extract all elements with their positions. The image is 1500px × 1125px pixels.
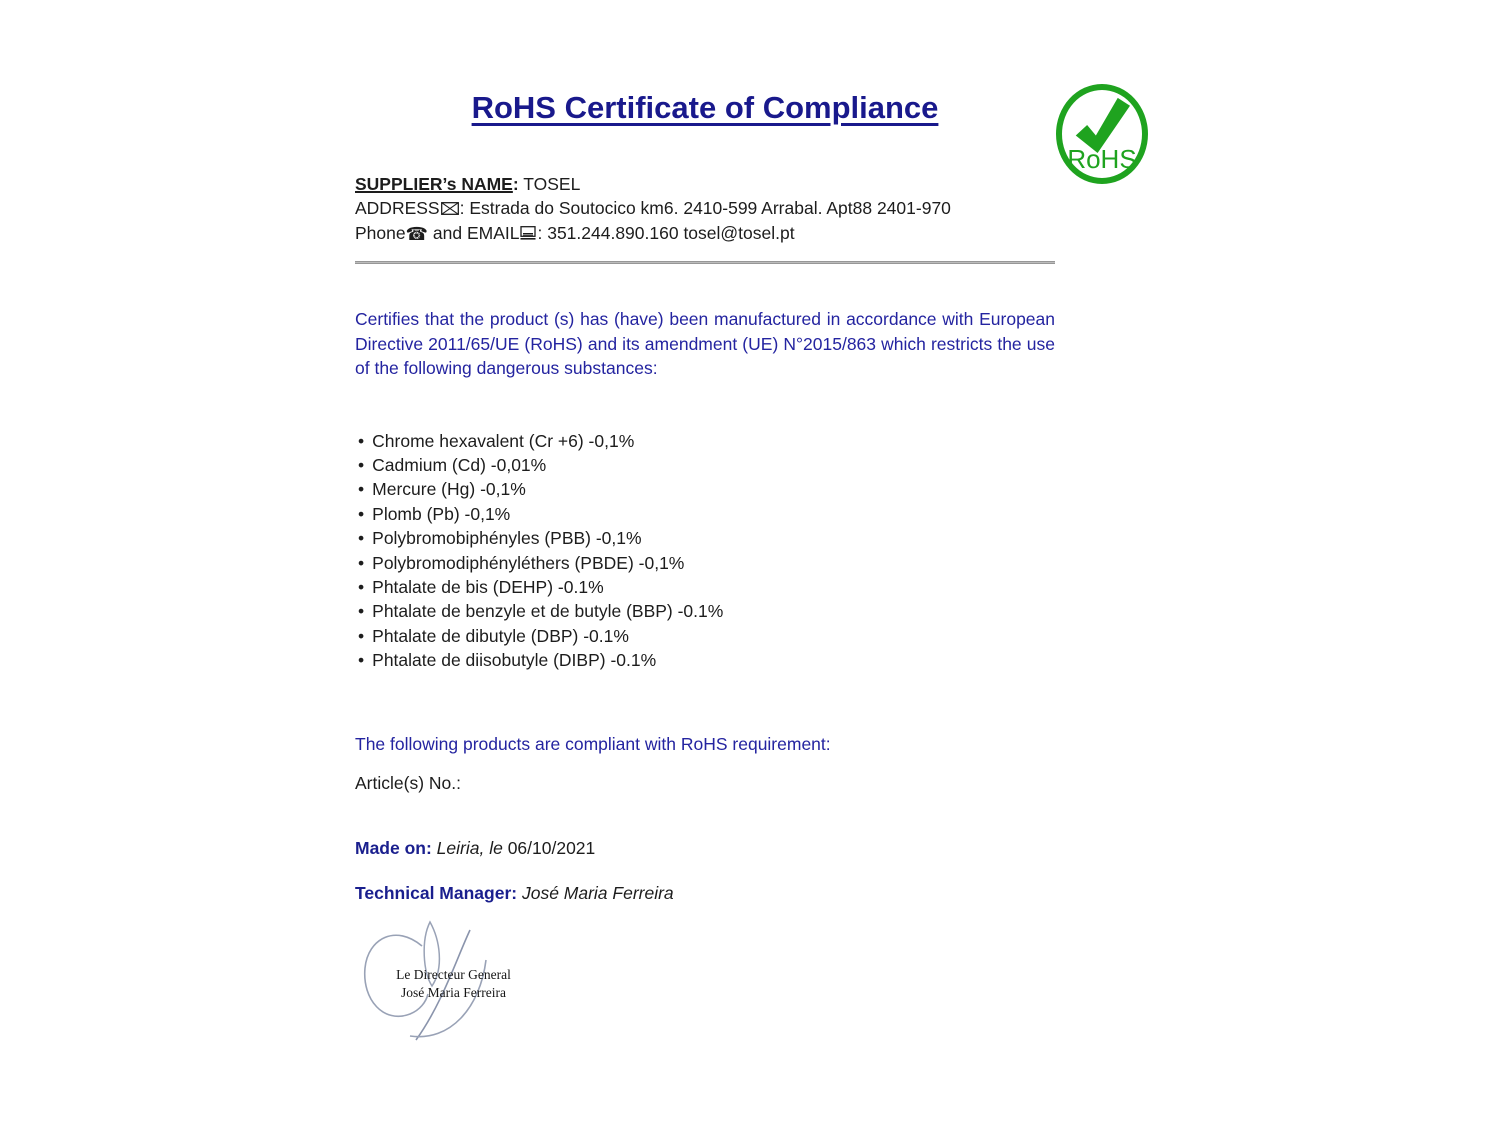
made-on-line	[355, 838, 1055, 859]
address-value: : Estrada do Soutocico km6. 2410-599 Arrabal. Apt88 2401-970	[459, 198, 951, 218]
articles-label: Article(s) No.:	[355, 772, 461, 793]
page-title: RoHS Certificate of Compliance	[471, 90, 939, 125]
rohs-logo-label: RoHS	[1067, 144, 1137, 174]
email-label: and EMAIL	[428, 223, 520, 243]
supplier-address-line	[355, 196, 1055, 221]
compliance-statement: The following products are compliant with RoHS requirement:	[355, 733, 831, 754]
made-on-label: Made on:	[355, 837, 432, 858]
contact-value: : 351.244.890.160 tosel@tosel.pt	[537, 223, 795, 243]
supplier-block	[355, 172, 1055, 247]
document-body	[355, 0, 1055, 904]
signature-text	[386, 966, 521, 1002]
list-item: • Mercure (Hg) -0,1%	[355, 477, 1055, 501]
list-item: • Cadmium (Cd) -0,01%	[355, 453, 1055, 477]
supplier-name-label: SUPPLIER’s NAME	[355, 174, 513, 194]
envelope-icon	[441, 197, 459, 221]
list-item: • Polybromodiphényléthers (PBDE) -0,1%	[355, 551, 1055, 575]
signature-name: José Maria Ferreira	[401, 985, 506, 1000]
certification-paragraph: Certifies that the product (s) has (have) been manufactured in accordance with European Directive 2011/65/UE (RoHS) and its amendment (UE) N°2015/863 which restricts the use of the following dangerous substances:	[355, 309, 1055, 378]
address-label: ADDRESS	[355, 198, 440, 218]
substances-list	[355, 429, 1055, 673]
list-item: • Plomb (Pb) -0,1%	[355, 502, 1055, 526]
phone-label: Phone	[355, 223, 406, 243]
supplier-contact-line	[355, 221, 1055, 247]
rohs-logo	[1056, 84, 1148, 184]
phone-icon: ☎	[405, 224, 429, 245]
supplier-name-line	[355, 172, 1055, 196]
supplier-name-colon: :	[512, 174, 519, 194]
technical-manager-name: José Maria Ferreira	[517, 882, 674, 903]
list-item: • Phtalate de benzyle et de butyle (BBP) -0.1%	[355, 599, 1055, 623]
list-item: • Polybromobiphényles (PBB) -0,1%	[355, 526, 1055, 550]
section-divider	[355, 261, 1055, 264]
list-item: • Phtalate de bis (DEHP) -0.1%	[355, 575, 1055, 599]
technical-manager-label: Technical Manager:	[355, 882, 518, 903]
signature-title: Le Directeur General	[396, 967, 511, 982]
list-item: • Phtalate de dibutyle (DBP) -0.1%	[355, 624, 1055, 648]
signature-block	[358, 916, 523, 1056]
list-item: • Phtalate de diisobutyle (DIBP) -0.1%	[355, 648, 1055, 672]
supplier-name-value: TOSEL	[518, 174, 581, 194]
list-item: • Chrome hexavalent (Cr +6) -0,1%	[355, 429, 1055, 453]
made-on-date: 06/10/2021	[507, 837, 596, 858]
computer-icon	[520, 222, 536, 246]
technical-manager-line	[355, 883, 1055, 904]
made-on-place: Leiria, le	[431, 837, 508, 858]
